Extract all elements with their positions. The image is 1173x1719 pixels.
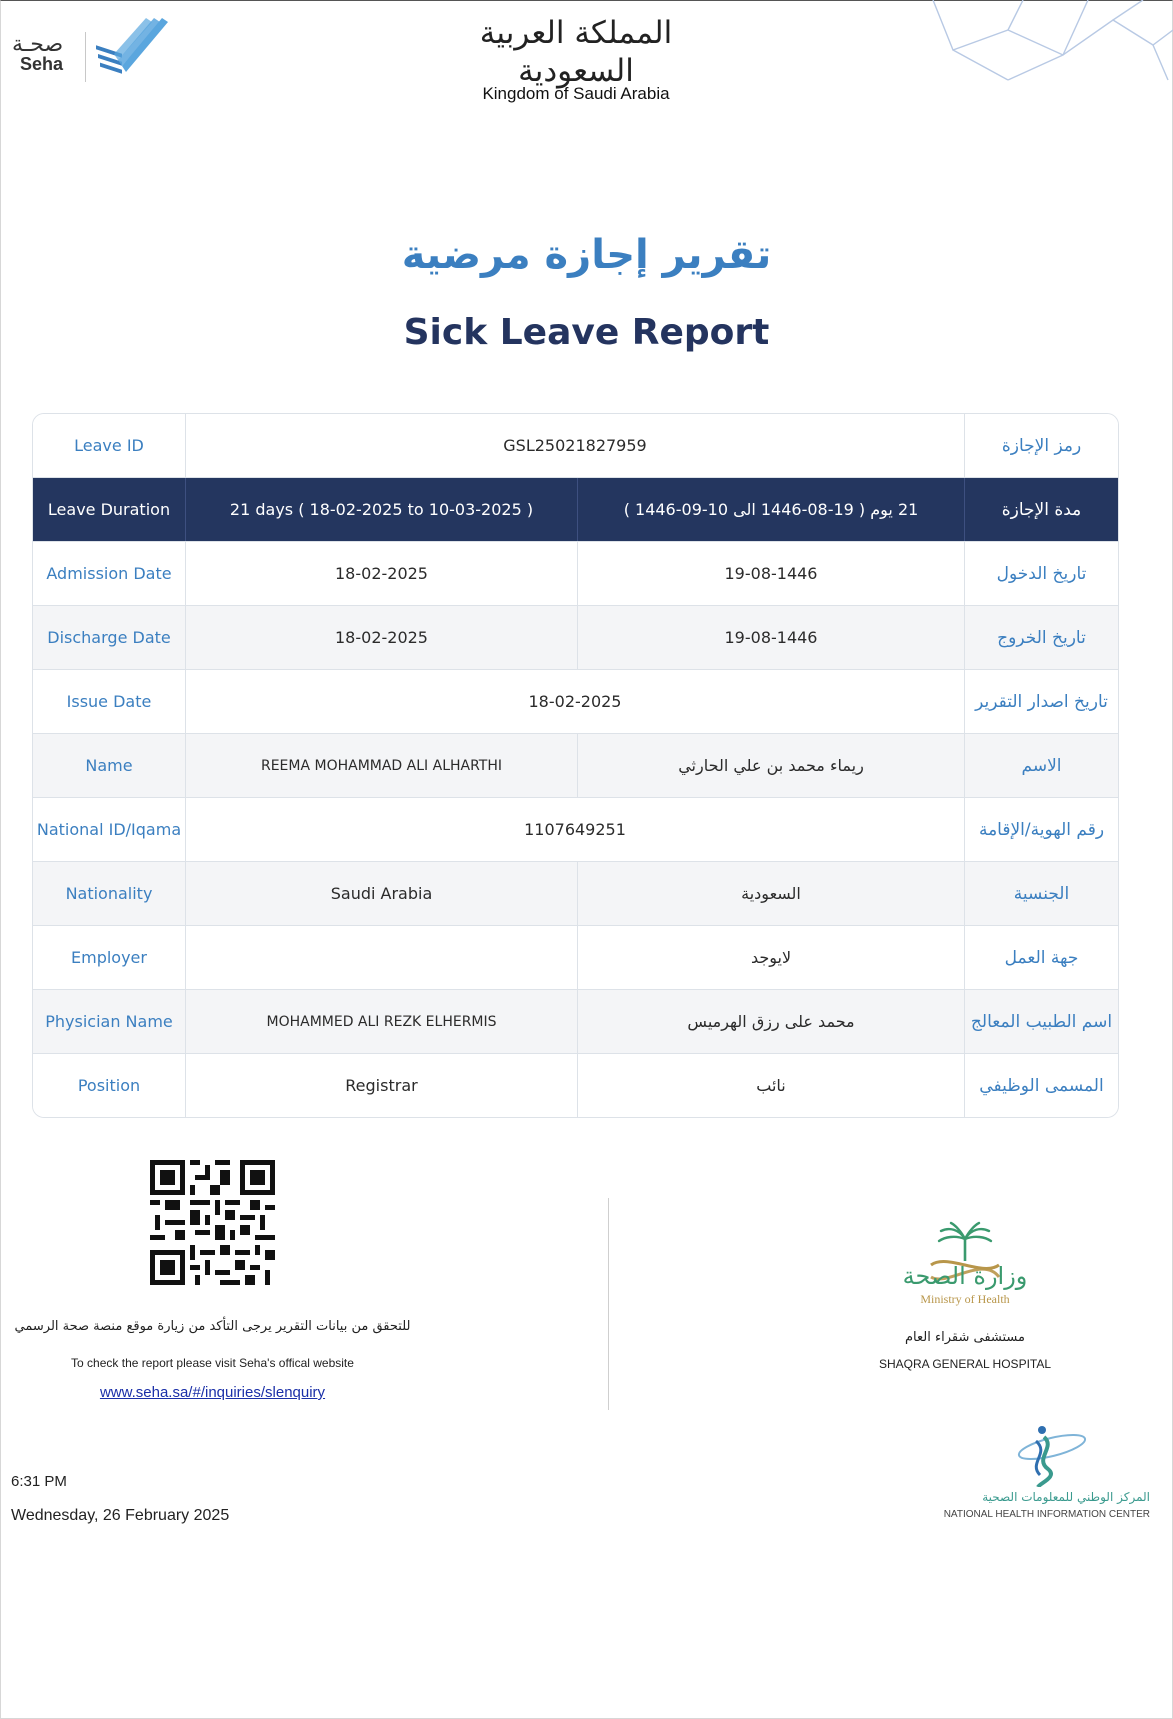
ksa-logo-arabic: المملكة العربية السعودية [479,15,673,89]
row-issue-date [33,669,1118,733]
value-nationality-en: Saudi Arabia [185,862,577,925]
row-physician [33,989,1118,1053]
row-leave-duration [33,477,1118,541]
moh-palm-logo-icon [890,1205,1040,1305]
qr-code-icon[interactable] [150,1160,275,1285]
value-leave-id: GSL25021827959 [185,414,964,477]
label-leave-id: Leave ID [74,436,144,455]
moh-name-arabic: وزارة الصحة [902,1262,1028,1290]
report-title-arabic: تقرير إجازة مرضية [401,232,772,278]
hospital-name-arabic: مستشفى شقراء العام [905,1330,1025,1345]
label-ar-nationality: الجنسية [964,862,1118,925]
seha-check-icon [92,14,172,78]
label-ar-admission-date: تاريخ الدخول [964,542,1118,605]
value-employer-en [185,926,577,989]
value-employer-ar: لايوجد [577,926,964,989]
value-discharge-date-ar: 19-08-1446 [577,606,964,669]
label-ar-position: المسمى الوظيفي [964,1054,1118,1117]
footer-divider [608,1198,609,1410]
label-employer: Employer [71,948,147,967]
report-table [32,413,1119,1118]
value-issue-date: 18-02-2025 [185,670,964,733]
label-national-id: National ID/Iqama [36,820,182,839]
value-nationality-ar: السعودية [577,862,964,925]
hospital-name-english: SHAQRA GENERAL HOSPITAL [878,1357,1052,1371]
value-leave-duration-en: 21 days ( 18-02-2025 to 10-03-2025 ) [185,478,577,541]
value-leave-duration-ar: 21 يوم ( 19-08-1446 الى 10-09-1446 ) [577,478,964,541]
row-position [33,1053,1118,1117]
value-name-ar: ريماء محمد بن علي الحارثي [577,734,964,797]
label-ar-national-id: رقم الهوية/الإقامة [964,798,1118,861]
label-physician: Physician Name [45,1012,173,1031]
verify-text-english: To check the report please visit Seha's offical website [71,1356,354,1370]
logo-separator [85,32,86,82]
value-physician-en: MOHAMMED ALI REZK ELHERMIS [185,990,577,1053]
value-physician-ar: محمد على رزق الهرميس [577,990,964,1053]
label-ar-leave-id: رمز الإجازة [964,414,1118,477]
label-leave-duration: Leave Duration [47,500,171,519]
row-name [33,733,1118,797]
value-position-ar: نائب [577,1054,964,1117]
value-admission-date-en: 18-02-2025 [185,542,577,605]
ksa-logo [460,14,692,103]
print-date: Wednesday, 26 February 2025 [11,1507,230,1524]
label-discharge-date: Discharge Date [47,628,171,647]
label-admission-date: Admission Date [46,564,172,583]
label-name: Name [85,756,133,775]
row-discharge-date [33,605,1118,669]
value-name-en: REEMA MOHAMMAD ALI ALHARTHI [185,734,577,797]
verify-link[interactable]: www.seha.sa/#/inquiries/slenquiry [99,1384,326,1401]
label-ar-discharge-date: تاريخ الخروج [964,606,1118,669]
verify-text-arabic: للتحقق من بيانات التقرير يرجى التأكد من زيارة موقع منصة صحة الرسمي [14,1319,411,1334]
row-admission-date [33,541,1118,605]
ksa-logo-english: Kingdom of Saudi Arabia [482,84,670,103]
label-ar-employer: جهة العمل [964,926,1118,989]
seha-logo-english: Seha [20,54,64,74]
row-national-id [33,797,1118,861]
row-employer [33,925,1118,989]
seha-logo-arabic: صحـة [12,32,64,57]
value-admission-date-ar: 19-08-1446 [577,542,964,605]
label-ar-issue-date: تاريخ اصدار التقرير [964,670,1118,733]
label-ar-name: الاسم [964,734,1118,797]
moh-name-english: Ministry of Health [920,1292,1010,1306]
value-position-en: Registrar [185,1054,577,1117]
label-issue-date: Issue Date [66,692,152,711]
print-time: 6:31 PM [11,1473,67,1490]
network-decoration-icon [913,0,1173,90]
label-ar-physician: اسم الطبيب المعالج [964,990,1118,1053]
label-position: Position [77,1076,141,1095]
row-leave-id [33,414,1118,477]
value-discharge-date-en: 18-02-2025 [185,606,577,669]
label-ar-leave-duration: مدة الإجازة [964,478,1118,541]
nhic-name-arabic: المركز الوطني للمعلومات الصحية [982,1490,1150,1504]
value-national-id: 1107649251 [185,798,964,861]
nhic-helix-logo-icon [1010,1425,1090,1487]
row-nationality [33,861,1118,925]
seha-logo [10,14,160,82]
label-nationality: Nationality [65,884,153,903]
report-title-english: Sick Leave Report [403,312,770,353]
nhic-name-english: NATIONAL HEALTH INFORMATION CENTER [943,1509,1150,1520]
